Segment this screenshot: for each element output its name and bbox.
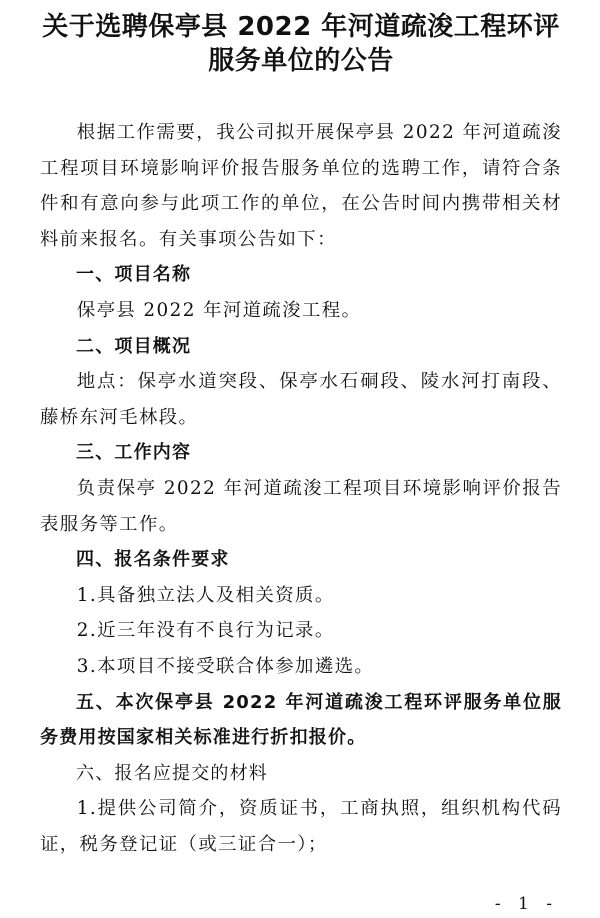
section-5-heading: 五、本次保亭县 2022 年河道疏浚工程环评服务单位服务费用按国家相关标准进行折扣报价。 [40, 691, 562, 749]
section-2-text: 地点：保亭水道突段、保亭水石硐段、陵水河打南段、藤桥东河毛林段。 [40, 371, 562, 428]
section-6-item-1: 1.提供公司简介，资质证书，工商执照，组织机构代码证，税务登记证（或三证合一）； [40, 798, 562, 855]
document-title [40, 10, 562, 78]
section-4-item-1: 1.具备独立法人及相关资质。 [76, 584, 335, 606]
page-number: - 1 - [494, 894, 558, 914]
title-line-1: 关于选聘保亭县 2022 年河道疏浚工程环评 [42, 12, 560, 42]
section-1-text: 保亭县 2022 年河道疏浚工程。 [76, 299, 362, 321]
title-line-2: 服务单位的公告 [208, 46, 394, 76]
section-6-heading: 六、报名应提交的材料 [76, 762, 268, 784]
section-1-heading: 一、项目名称 [76, 264, 192, 286]
section-3-heading: 三、工作内容 [76, 442, 192, 464]
section-4-heading: 四、报名条件要求 [76, 549, 230, 571]
section-4-item-2: 2.近三年没有不良行为记录。 [76, 620, 335, 642]
section-3-text: 负责保亭 2022 年河道疏浚工程项目环境影响评价报告表服务等工作。 [40, 477, 562, 535]
document-body [40, 115, 562, 862]
intro-paragraph: 根据工作需要，我公司拟开展保亭县 2022 年河道疏浚工程项目环境影响评价报告服务单位的选聘工作，请符合条件和有意向参与此项工作的单位，在公告时间内携带相关材料前来报名。有关事项公告如下： [40, 122, 562, 250]
section-4-item-3: 3.本项目不接受联合体参加遴选。 [76, 655, 375, 677]
section-2-heading: 二、项目概况 [76, 335, 192, 357]
